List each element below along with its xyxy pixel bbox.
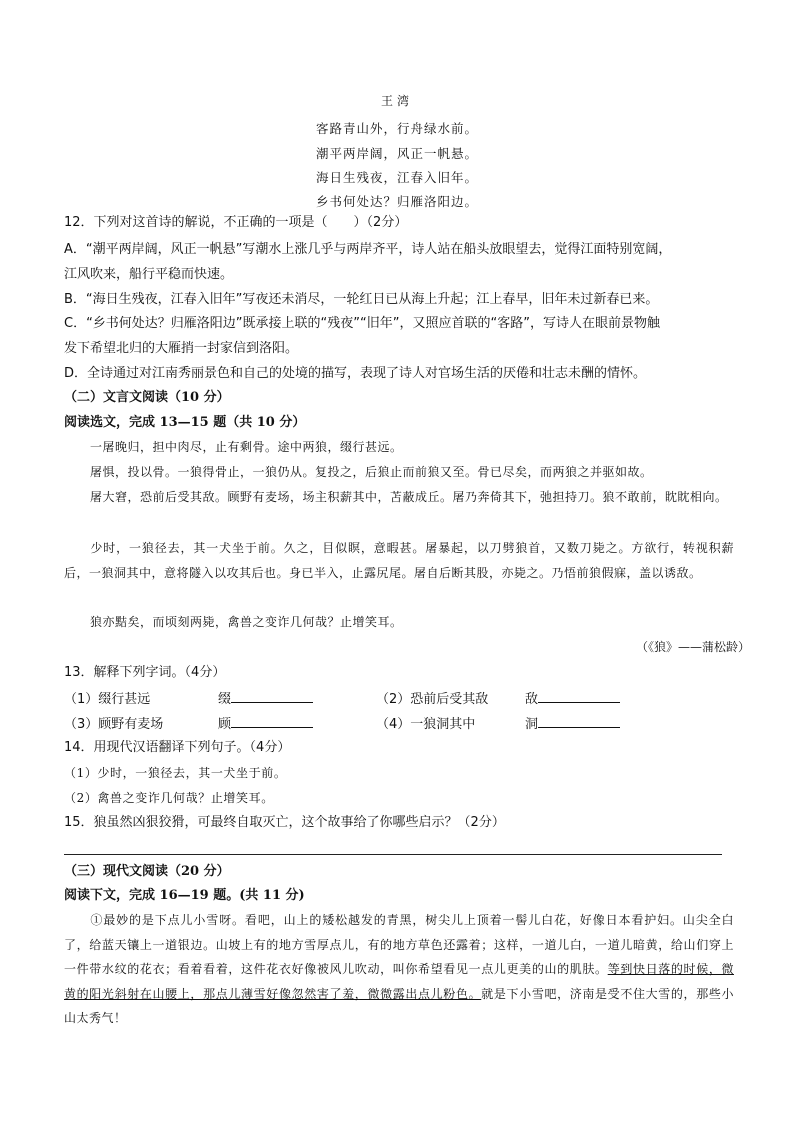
q12-option-b: B．“海日生残夜，江春入旧年”写夜还未消尽，一轮红日已从海上升起；江上春早，旧年未过新春已来。 [64,292,659,307]
q13-stem: 13．解释下列字词。（4分） [64,665,226,680]
classical-para-2: 屠惧，投以骨。一狼得骨止，一狼仍从。复投之，后狼止而前狼又至。骨已尽矣，而两狼之并驱如故。 [90,465,653,479]
q13-item-2-phrase: （2）恐前后受其敌 [376,692,489,707]
section3-subheading: 阅读下文，完成 16—19 题。(共 11 分) [64,888,305,903]
classical-para-5: 狼亦黠矣，而顷刻两毙，禽兽之变诈几何哉？止增笑耳。 [90,615,403,629]
q12-option-a-line2: 江风吹来，船行平稳而快速。 [64,267,234,282]
q13-item-2-answer[interactable]: 敌 [525,688,620,707]
q13-item-1-answer[interactable]: 缀 [218,688,313,707]
answer-blank[interactable] [231,714,313,728]
classical-para-3: 屠大窘，恐前后受其敌。顾野有麦场，场主积薪其中，苫蔽成丘。屠乃奔倚其下，弛担持刀。狼不敢前，眈眈相向。 [90,490,728,504]
poem-line-3: 海日生残夜，江春入旧年。 [315,170,478,185]
q15-stem: 15．狼虽然凶狠狡猾，可最终自取灭亡，这个故事给了你哪些启示？（2分） [64,815,505,830]
q13-item-4-phrase: （4）一狼洞其中 [376,717,476,732]
q13-item-1-phrase: （1）缀行甚远 [64,692,151,707]
q13-item-3-answer[interactable]: 顾 [218,713,313,732]
answer-line[interactable] [64,854,722,855]
q13-item-3-phrase: （3）顾野有麦场 [64,717,164,732]
section3-heading: （三）现代文阅读（20 分） [64,864,230,879]
classical-para-4: 少时，一狼径去，其一犬坐于前。久之，目似瞑，意暇甚。屠暴起，以刀劈狼首，又数刀毙之。方欲行，转视积薪后，一狼洞其中，意将隧入以攻其后也。身已半入，止露尻尾。屠自后断其股，亦毙之。乃悟前狼假寐，盖以诱敌。 [64,541,734,580]
q14-sentence-1: （1）少时，一狼径去，其一犬坐于前。 [64,766,287,780]
answer-blank[interactable] [538,689,620,703]
q12-option-a-line1: A．“潮平两岸阔，风正一帆悬”写潮水上涨几乎与两岸齐平，诗人站在船头放眼望去，觉得江面特别宽阔， [64,242,672,257]
poem-line-1: 客路青山外，行舟绿水前。 [315,121,478,136]
passage-source: （《狼》——蒲松龄） [635,640,750,654]
answer-blank[interactable] [231,689,313,703]
section2-heading: （二）文言文阅读（10 分） [64,390,230,405]
classical-para-1: 一屠晚归，担中肉尽，止有剩骨。途中两狼，缀行甚远。 [90,440,403,454]
q12-stem: 12．下列对这首诗的解说，不正确的一项是（ ）（2分） [64,215,408,230]
modern-para-1: ①最妙的是下点儿小雪呀。看吧，山上的矮松越发的青黑，树尖儿上顶着一髻儿白花，好像日本看护妇。山尖全白了，给蓝天镶上一道银边。山坡上有的地方雪厚点儿，有的地方草色还露着；这样，一道儿白，一道儿暗黄，给山们穿上一件带水纹的花衣；看着看着，这件花衣好像被风儿吹动，叫你希望看见一点儿更美的山的肌肤。等到快日落的时候，微黄的阳光斜射在山腰上，那点儿薄雪好像忽然害了羞，微微露出点儿粉色。就是下小雪吧，济南是受不住大雪的，那些小山太秀气！ [64,913,734,1025]
q12-option-c-line1: C．“乡书何处达？归雁洛阳边”既承接上联的“残夜”“旧年”，又照应首联的“客路”，写诗人在眼前景物触 [64,316,660,331]
q14-stem: 14．用现代汉语翻译下列句子。（4分） [64,740,291,755]
q14-sentence-2: （2）禽兽之变诈几何哉？止增笑耳。 [64,791,274,805]
poem-line-4: 乡书何处达？归雁洛阳边。 [315,194,478,209]
answer-blank[interactable] [538,714,620,728]
section2-subheading: 阅读选文，完成 13—15 题（共 10 分） [64,415,306,430]
underlined-sentence: 等到快日落的时候，微黄的阳光斜射在山腰上，那点儿薄雪好像忽然害了羞，微微露出点儿粉色。 [64,962,734,1001]
poem-line-2: 潮平两岸阔，风正一帆悬。 [315,146,478,161]
q13-item-4-answer[interactable]: 洞 [525,713,620,732]
q12-option-c-line2: 发下希望北归的大雁捎一封家信到洛阳。 [64,341,299,356]
q12-option-d: D．全诗通过对江南秀丽景色和自己的处境的描写，表现了诗人对官场生活的厌倦和壮志未酬的情怀。 [64,366,647,381]
poem-author: 王湾 [380,94,413,108]
